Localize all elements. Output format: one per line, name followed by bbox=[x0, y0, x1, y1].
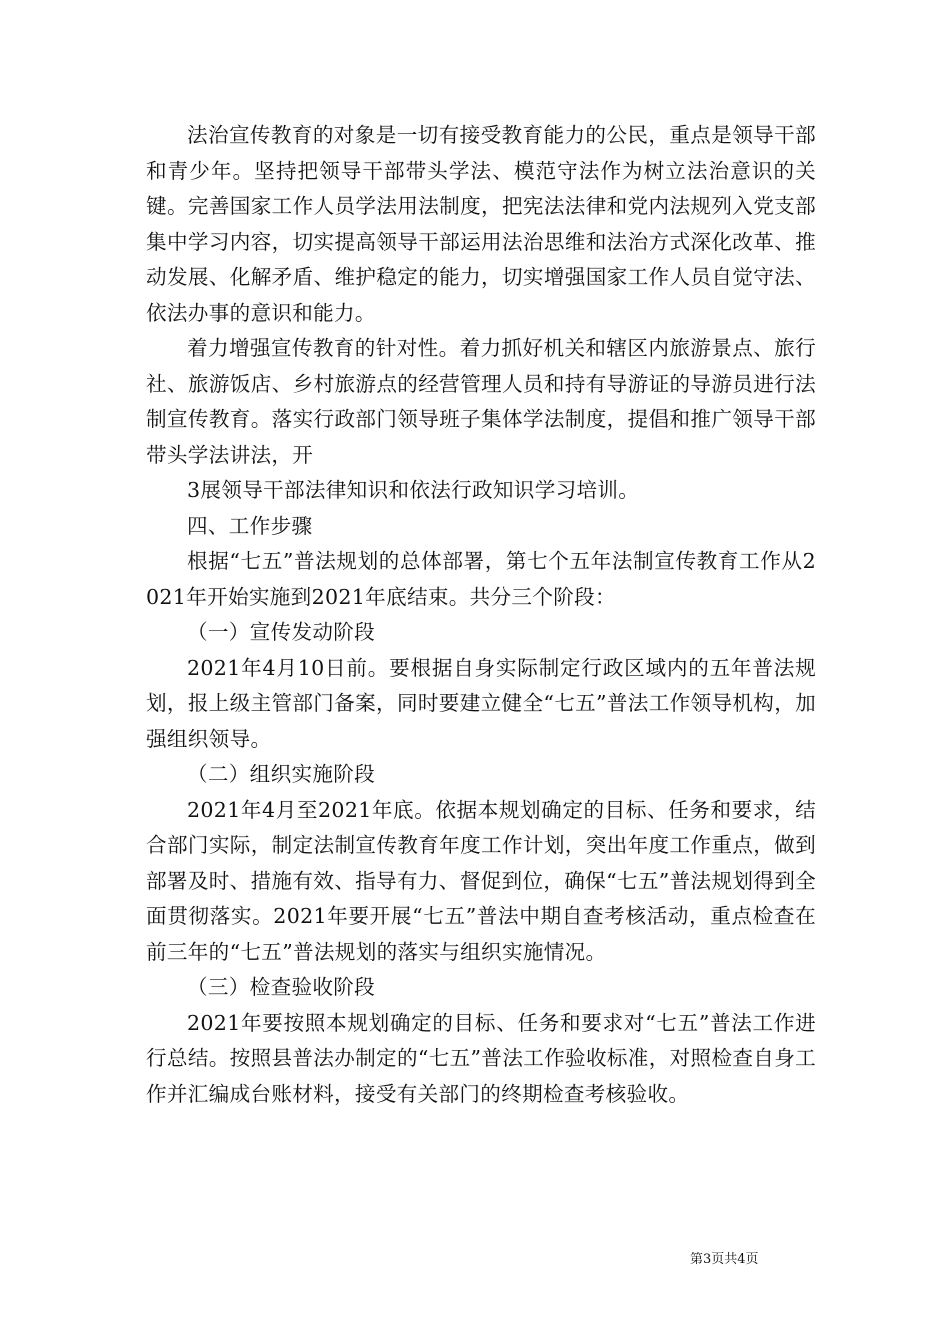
paragraph-legal-education-targets: 法治宣传教育的对象是一切有接受教育能力的公民，重点是领导干部和青少年。坚持把领导干部带头学法、模范守法作为树立法治意识的关键。完善国家工作人员学法用法制度，把宪法法律和党内法规列入党支部集中学习内容，切实提高领导干部运用法治思维和法治方式深化改革、推动发展、化解矛盾、维护稳定的能力，切实增强国家工作人员自觉守法、依法办事的意识和能力。 bbox=[146, 123, 816, 325]
paragraph-overall-plan: 根据“七五”普法规划的总体部署，第七个五年法制宣传教育工作从2021年开始实施到2021年底结束。共分三个阶段： bbox=[146, 549, 816, 609]
paragraph-mobilization-stage: 2021年4月10日前。要根据自身实际制定行政区域内的五年普法规划，报上级主管部门备案，同时要建立健全“七五”普法工作领导机构，加强组织领导。 bbox=[146, 655, 816, 751]
subheading-inspection-stage: （三）检查验收阶段 bbox=[187, 975, 376, 999]
paragraph-inspection-stage: 2021年要按照本规划确定的目标、任务和要求对“七五”普法工作进行总结。按照县普法办制定的“七五”普法工作验收标准，对照检查自身工作并汇编成台账材料，接受有关部门的终期检查考核验收。 bbox=[146, 1010, 816, 1106]
section-heading-work-steps: 四、工作步骤 bbox=[187, 513, 313, 538]
paragraph-implementation-stage: 2021年4月至2021年底。依据本规划确定的目标、任务和要求，结合部门实际，制定法制宣传教育年度工作计划，突出年度工作重点，做到部署及时、措施有效、指导有力、督促到位，确保“七五”普法规划得到全面贯彻落实。2021年要开展“七五”普法中期自查考核活动，重点检查在前三年的“七五”普法规划的落实与组织实施情况。 bbox=[146, 797, 816, 964]
document-body bbox=[146, 118, 816, 1112]
paragraph-training: 3展领导干部法律知识和依法行政知识学习培训。 bbox=[187, 478, 640, 502]
page-number-footer: 第3页共4页 bbox=[690, 1252, 759, 1267]
subheading-mobilization-stage: （一）宣传发动阶段 bbox=[187, 620, 376, 644]
paragraph-targeted-education: 着力增强宣传教育的针对性。着力抓好机关和辖区内旅游景点、旅行社、旅游饭店、乡村旅游点的经营管理人员和持有导游证的导游员进行法制宣传教育。落实行政部门领导班子集体学法制度，提倡和推广领导干部带头学法讲法，开 bbox=[146, 336, 816, 467]
subheading-implementation-stage: （二）组织实施阶段 bbox=[187, 762, 376, 786]
